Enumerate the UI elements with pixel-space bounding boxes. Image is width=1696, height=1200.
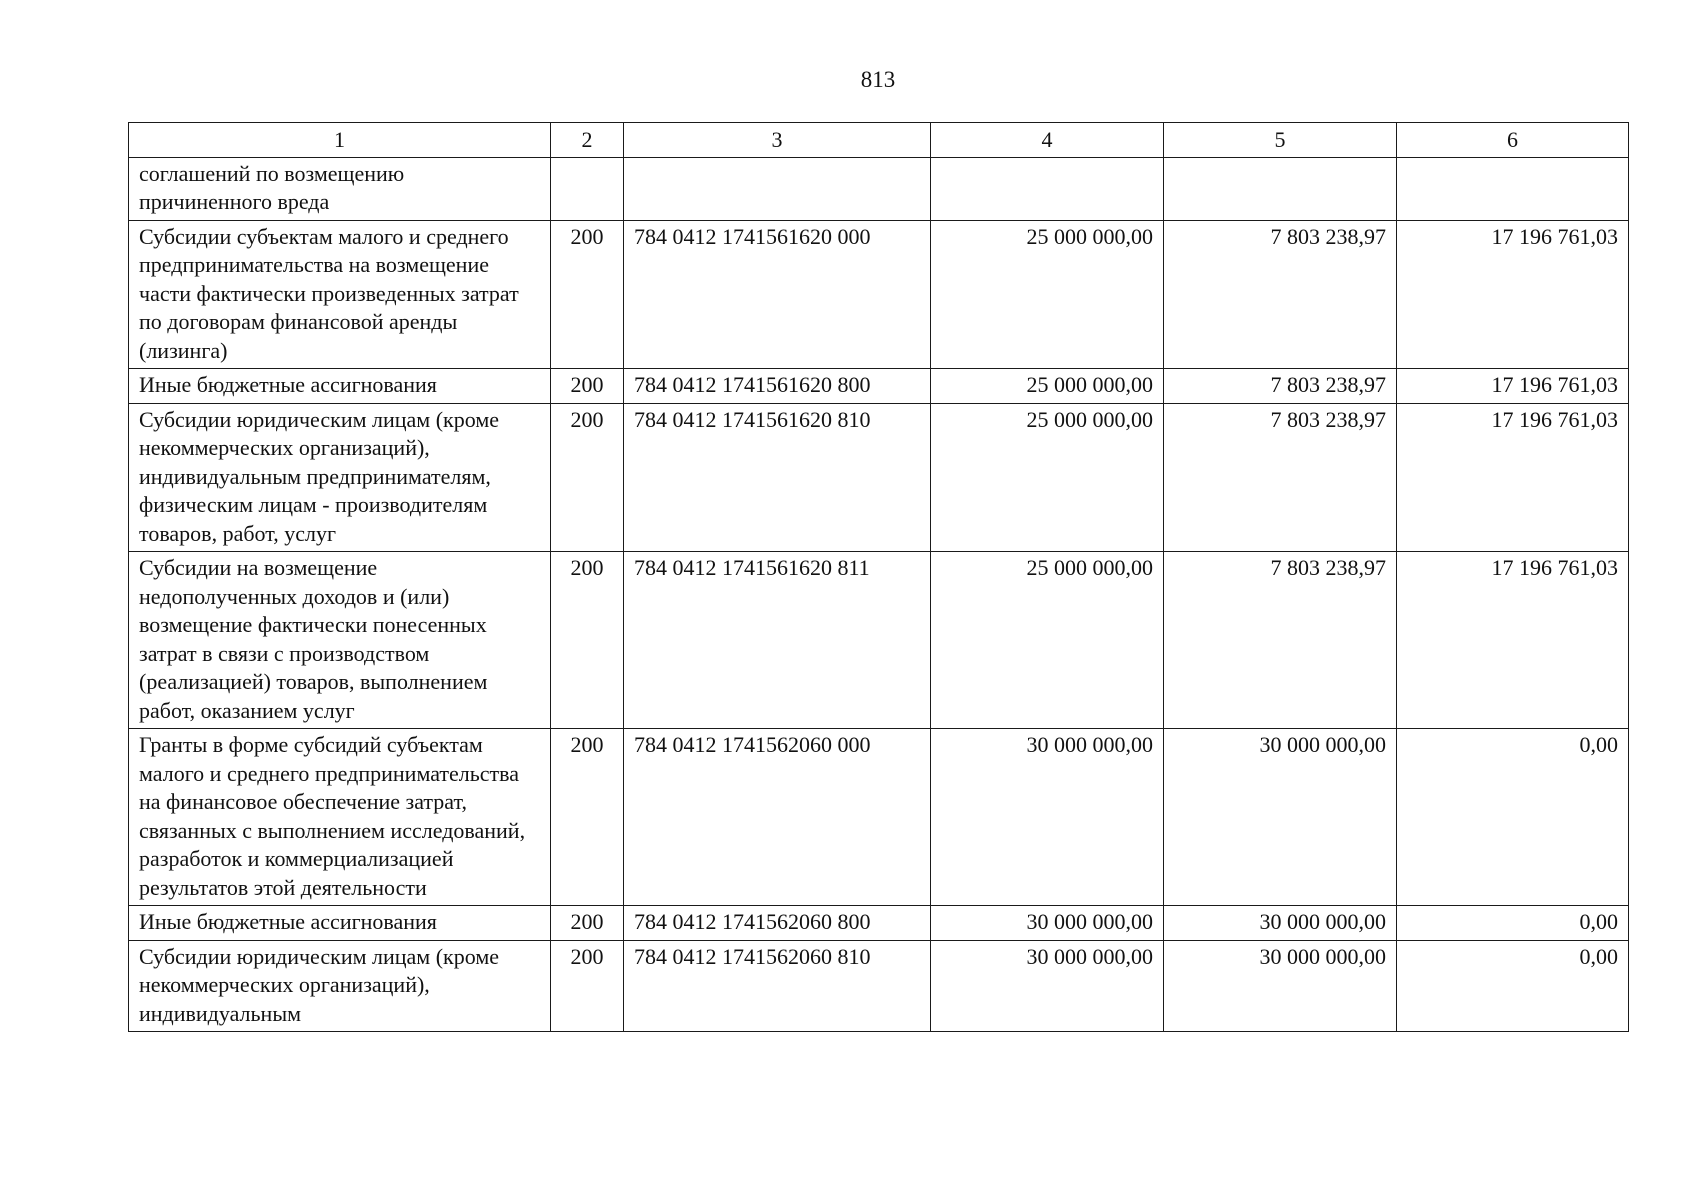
cell-kbk	[624, 157, 931, 220]
header-col-4: 4	[931, 123, 1164, 158]
cell-name: Иные бюджетные ассигнования	[129, 906, 551, 941]
cell-name: соглашений по возмещению причиненного вреда	[129, 157, 551, 220]
table-row	[129, 220, 1629, 369]
cell-kbk: 784 0412 1741561620 810	[624, 403, 931, 552]
cell-code: 200	[551, 369, 624, 404]
cell-code: 200	[551, 729, 624, 906]
cell-approved: 30 000 000,00	[931, 940, 1164, 1032]
header-col-6: 6	[1397, 123, 1629, 158]
budget-table	[128, 122, 1629, 1032]
cell-executed: 7 803 238,97	[1164, 220, 1397, 369]
cell-executed: 30 000 000,00	[1164, 729, 1397, 906]
cell-approved: 25 000 000,00	[931, 552, 1164, 729]
cell-kbk: 784 0412 1741561620 811	[624, 552, 931, 729]
cell-approved: 25 000 000,00	[931, 220, 1164, 369]
table-row	[129, 729, 1629, 906]
cell-code	[551, 157, 624, 220]
cell-name: Субсидии субъектам малого и среднего предпринимательства на возмещение части фактически произведенных затрат по договорам финансовой аренды (лизинга)	[129, 220, 551, 369]
cell-code: 200	[551, 940, 624, 1032]
cell-remainder: 17 196 761,03	[1397, 220, 1629, 369]
cell-code: 200	[551, 906, 624, 941]
cell-executed: 7 803 238,97	[1164, 369, 1397, 404]
cell-kbk: 784 0412 1741562060 810	[624, 940, 931, 1032]
cell-approved: 30 000 000,00	[931, 906, 1164, 941]
cell-name: Гранты в форме субсидий субъектам малого и среднего предпринимательства на финансовое обеспечение затрат, связанных с выполнением исследований, разработок и коммерциализацией результатов этой деятельности	[129, 729, 551, 906]
cell-remainder: 0,00	[1397, 729, 1629, 906]
table-row	[129, 403, 1629, 552]
cell-approved	[931, 157, 1164, 220]
table-row	[129, 157, 1629, 220]
cell-remainder: 0,00	[1397, 940, 1629, 1032]
cell-name: Субсидии юридическим лицам (кроме некоммерческих организаций), индивидуальным предпринимателям, физическим лицам - производителям товаров, работ, услуг	[129, 403, 551, 552]
cell-executed: 30 000 000,00	[1164, 940, 1397, 1032]
cell-code: 200	[551, 552, 624, 729]
header-row	[129, 123, 1629, 158]
table-header	[129, 123, 1629, 158]
cell-name: Иные бюджетные ассигнования	[129, 369, 551, 404]
table-body	[129, 157, 1629, 1032]
cell-executed	[1164, 157, 1397, 220]
cell-executed: 7 803 238,97	[1164, 552, 1397, 729]
cell-remainder: 17 196 761,03	[1397, 369, 1629, 404]
cell-approved: 25 000 000,00	[931, 403, 1164, 552]
header-col-1: 1	[129, 123, 551, 158]
cell-approved: 30 000 000,00	[931, 729, 1164, 906]
cell-remainder: 17 196 761,03	[1397, 552, 1629, 729]
cell-remainder: 0,00	[1397, 906, 1629, 941]
table-row	[129, 940, 1629, 1032]
cell-remainder	[1397, 157, 1629, 220]
cell-kbk: 784 0412 1741562060 800	[624, 906, 931, 941]
header-col-2: 2	[551, 123, 624, 158]
cell-executed: 30 000 000,00	[1164, 906, 1397, 941]
cell-approved: 25 000 000,00	[931, 369, 1164, 404]
table-row	[129, 552, 1629, 729]
page-number: 813	[860, 67, 896, 92]
table-row	[129, 369, 1629, 404]
cell-kbk: 784 0412 1741561620 000	[624, 220, 931, 369]
header-col-5: 5	[1164, 123, 1397, 158]
cell-code: 200	[551, 403, 624, 552]
cell-name: Субсидии на возмещение недополученных доходов и (или) возмещение фактически понесенных затрат в связи с производством (реализацией) товаров, выполнением работ, оказанием услуг	[129, 552, 551, 729]
table-row	[129, 906, 1629, 941]
header-col-3: 3	[624, 123, 931, 158]
cell-kbk: 784 0412 1741561620 800	[624, 369, 931, 404]
cell-remainder: 17 196 761,03	[1397, 403, 1629, 552]
cell-executed: 7 803 238,97	[1164, 403, 1397, 552]
cell-code: 200	[551, 220, 624, 369]
cell-kbk: 784 0412 1741562060 000	[624, 729, 931, 906]
cell-name: Субсидии юридическим лицам (кроме некоммерческих организаций), индивидуальным	[129, 940, 551, 1032]
